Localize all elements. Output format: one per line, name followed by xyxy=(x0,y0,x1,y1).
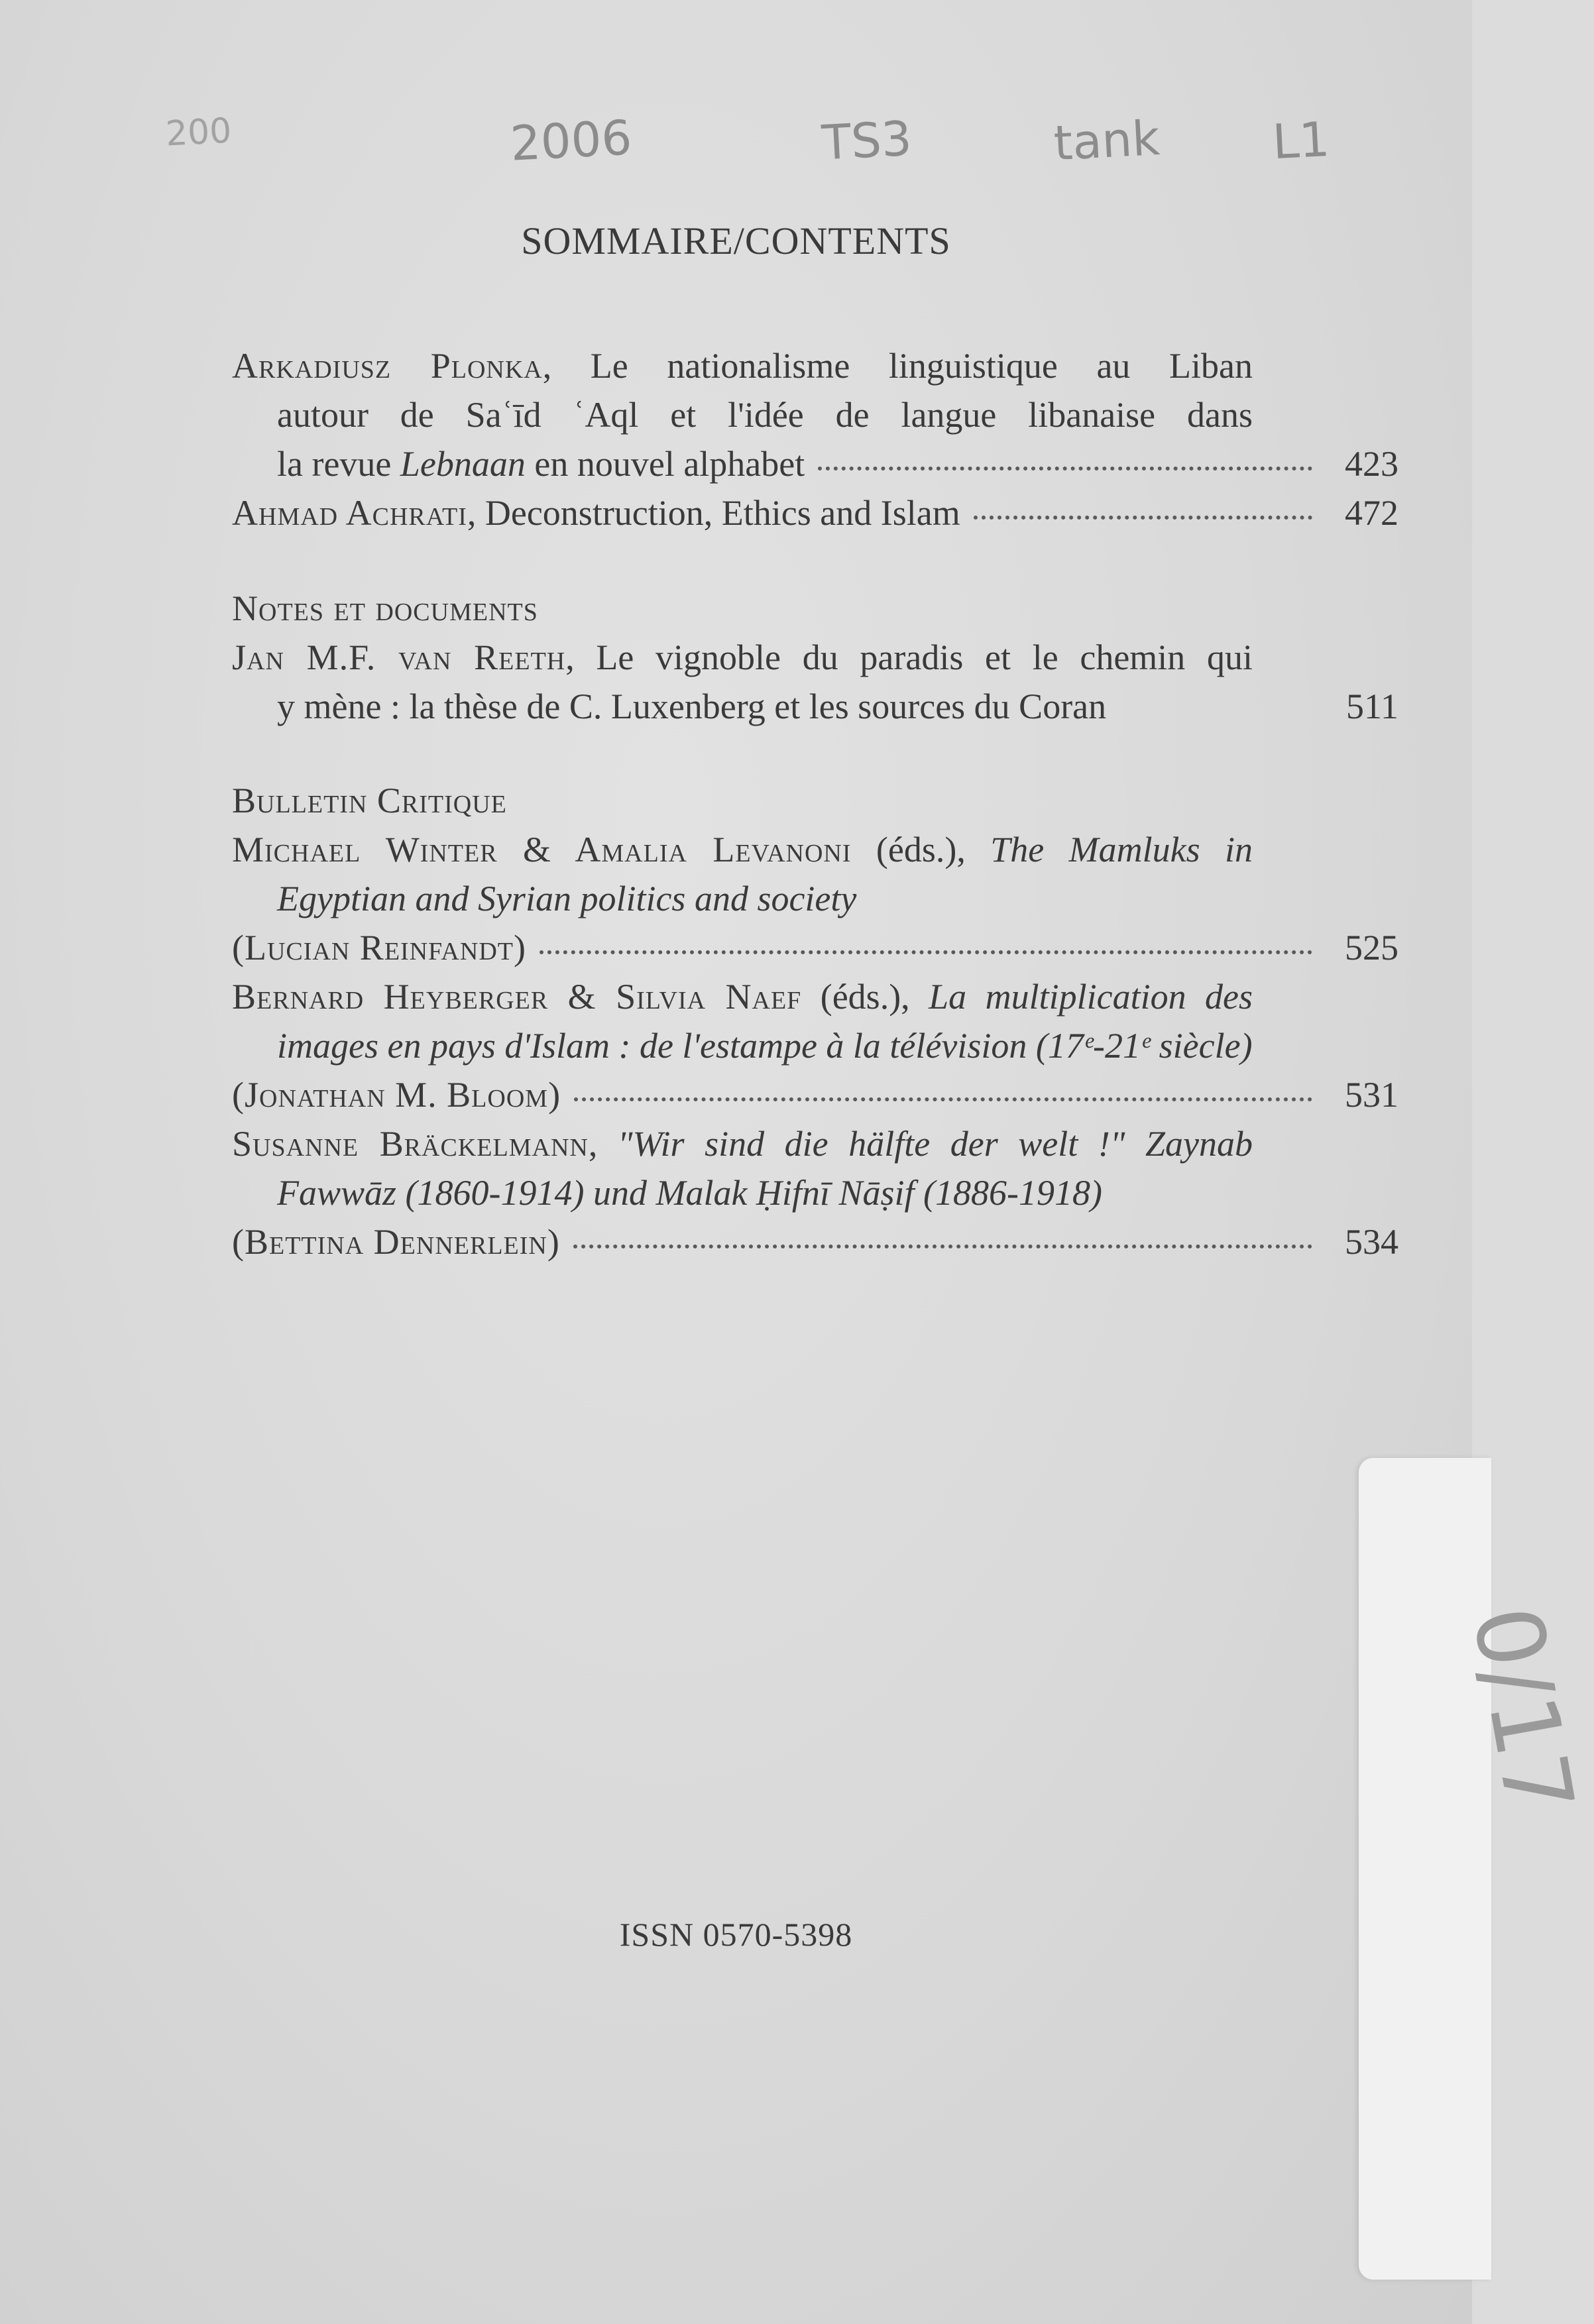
toc-entry xyxy=(232,633,1398,731)
section-heading: Bulletin Critique xyxy=(232,781,507,820)
page-number: 511 xyxy=(1346,687,1398,726)
toc-entry xyxy=(232,825,1398,972)
toc-entry xyxy=(232,341,1398,488)
dot-leader xyxy=(540,950,1312,954)
entry-title: Fawwāz (1860-1914) und Malak Ḥifnī Nāṣif (1886-1918) xyxy=(277,1173,1102,1213)
entry-title: The Mamluks in xyxy=(990,830,1253,869)
entry-reviewer: (Jonathan M. Bloom) xyxy=(232,1075,561,1115)
toc-entry-line xyxy=(232,682,1398,731)
toc-entry-line: autour de Saʿīd ʿAql et l'idée de langue libanaise dans xyxy=(277,395,1253,435)
toc-entry-line xyxy=(232,1070,1398,1119)
library-sticker xyxy=(1359,1458,1594,2280)
entry-reviewer: (Lucian Reinfandt) xyxy=(232,928,526,968)
toc-entry-line xyxy=(232,972,1398,1021)
entry-title: , Le vignoble du paradis et le chemin qui xyxy=(565,637,1253,677)
entry-author: Susanne Bräckelmann xyxy=(232,1124,589,1164)
handwritten-note: L1 xyxy=(1271,111,1332,170)
toc-entry-line xyxy=(232,874,1398,923)
entry-author: Ahmad Achrati xyxy=(232,493,467,533)
page-title: SOMMAIRE/CONTENTS xyxy=(521,219,951,262)
toc-entry xyxy=(232,1119,1398,1266)
handwritten-note: 200 xyxy=(164,111,233,154)
dot-leader xyxy=(818,467,1312,470)
entry-title-end xyxy=(232,488,960,537)
spacer xyxy=(232,537,1398,584)
toc-entry-line xyxy=(232,1119,1398,1168)
entry-eds: (éds.), xyxy=(801,977,929,1017)
entry-title-end xyxy=(277,439,805,488)
toc-entry-line xyxy=(232,825,1398,874)
entry-author: Arkadiusz Plonka xyxy=(232,346,543,386)
toc-entry-line xyxy=(232,1168,1398,1217)
dot-leader xyxy=(974,516,1312,520)
toc-entry-line xyxy=(232,439,1398,488)
entry-eds: , xyxy=(588,1124,618,1164)
page-number: 531 xyxy=(1345,1075,1398,1115)
page-number: 525 xyxy=(1345,928,1398,968)
handwritten-note: 2006 xyxy=(508,109,634,172)
handwritten-annotations xyxy=(0,99,1472,192)
page-number: 534 xyxy=(1345,1222,1398,1262)
toc-entry xyxy=(232,972,1398,1119)
entry-title: Egyptian and Syrian politics and society xyxy=(277,879,857,918)
entry-title-italic: Lebnaan xyxy=(400,444,526,484)
entry-author: Michael Winter & Amalia Levanoni xyxy=(232,830,852,869)
page-number: 472 xyxy=(1345,493,1398,533)
entry-title-end: y mène : la thèse de C. Luxenberg et les sources du Coran xyxy=(277,687,1107,726)
table-of-contents xyxy=(232,341,1398,1266)
entry-title: images en pays d'Islam : de l'estampe à la télévision (17ᵉ-21ᵉ siècle) xyxy=(277,1026,1253,1066)
toc-entry-line xyxy=(232,1021,1398,1070)
entry-reviewer: (Bettina Dennerlein) xyxy=(232,1222,560,1262)
toc-entry-line xyxy=(232,633,1398,682)
dot-leader xyxy=(574,1097,1312,1101)
issn: ISSN 0570-5398 xyxy=(619,1916,853,1953)
entry-title: La multiplication des xyxy=(929,977,1253,1017)
entry-author: Jan M.F. van Reeth xyxy=(232,637,566,677)
toc-entry-line xyxy=(232,488,1398,537)
handwritten-note: tank xyxy=(1052,109,1161,172)
entry-title: "Wir sind die hälfte der welt !" Zaynab xyxy=(617,1124,1253,1164)
toc-entry-line xyxy=(232,341,1398,390)
page-number: 423 xyxy=(1345,444,1398,484)
entry-title-text: la revue xyxy=(277,444,400,484)
toc-entry-line xyxy=(232,923,1398,972)
entry-title: , Le nationalisme linguistique au Liban xyxy=(542,346,1253,386)
entry-eds: (éds.), xyxy=(851,830,991,869)
entry-author: Bernard Heyberger & Silvia Naef xyxy=(232,977,802,1017)
spacer xyxy=(232,731,1398,776)
handwritten-mark: 0/17 xyxy=(1451,1598,1594,1823)
toc-entry-line xyxy=(232,1217,1398,1266)
section-heading: Notes et documents xyxy=(232,588,538,628)
entry-title-text: en nouvel alphabet xyxy=(525,444,805,484)
dot-leader xyxy=(573,1245,1312,1248)
handwritten-note: TS3 xyxy=(820,110,913,171)
entry-title: , Deconstruction, Ethics and Islam xyxy=(467,493,960,533)
toc-entry xyxy=(232,488,1398,537)
